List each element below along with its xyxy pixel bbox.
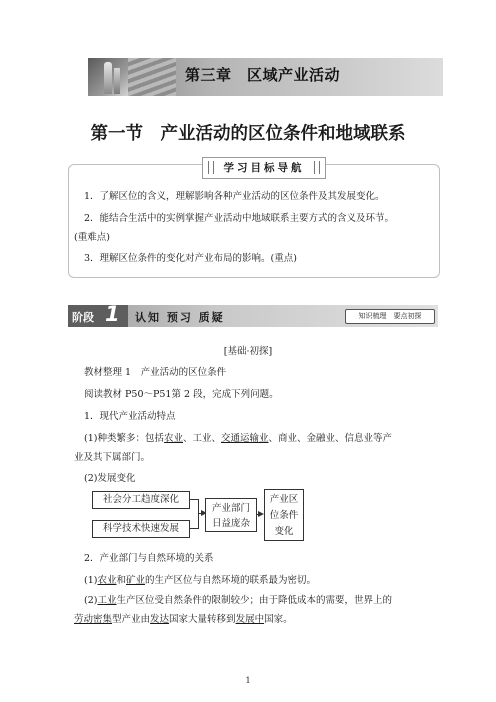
answer-agriculture-2: 农业 (97, 575, 117, 586)
location-line-2: 位条件 (269, 510, 299, 521)
location-line-1: 产业区 (269, 494, 299, 505)
p3-and: 和 (116, 575, 126, 586)
diagram-box-sectors (205, 498, 257, 532)
chapter-title: 第三章 区域产业活动 (185, 66, 341, 84)
arrow-line-top (190, 499, 198, 500)
heading-2: 2．产业部门与自然环境的关系 (84, 553, 214, 564)
paragraph-1 (84, 432, 392, 446)
p1-prefix: (1)种类繁多：包括 (84, 433, 164, 444)
page-number: 1 (245, 676, 251, 685)
answer-developing: 发展中 (235, 614, 265, 625)
paragraph-4-line2 (74, 613, 293, 627)
p4-mid2: 国家大量转移到 (169, 614, 236, 625)
paragraph-4 (84, 594, 392, 608)
stage-tag: 知识梳理 要点初探 (345, 309, 435, 324)
section-title: 第一节 产业活动的区位条件和地域联系 (90, 124, 406, 144)
p3-prefix: (1) (84, 575, 98, 586)
paragraph-1-line2: 业及其下属部门。 (74, 452, 151, 463)
stage-title: 认知 预习 质疑 (135, 311, 225, 324)
objective-item-2: 2．能结合生活中的实例掌握产业活动中地域联系主要方式的含义及环节。 (84, 213, 395, 224)
objective-item-2-note: (重难点) (74, 232, 110, 243)
arrow-connector (198, 499, 199, 529)
p3-rest: 的生产区位与自然环境的联系最为密切。 (145, 575, 317, 586)
reading-instruction: 阅读教材 P50～P51第 2 段，完成下列问题。 (84, 389, 279, 400)
p4-prefix: (2) (84, 595, 98, 606)
diagram-box-division: 社会分工趋度深化 (92, 491, 190, 509)
objective-item-1: 1．了解区位的含义，理解影响各种产业活动的区位条件及其发展变化。 (84, 191, 385, 202)
diagram-box-location (264, 489, 304, 541)
stage-label: 阶段 (72, 311, 94, 324)
paragraph-2: (2)发展变化 (84, 473, 136, 484)
sectors-line-1: 产业部门 (211, 503, 250, 514)
heading-1: 1．现代产业活动特点 (84, 411, 176, 422)
category-label: [基础·初探] (223, 346, 273, 357)
answer-developed: 发达 (150, 614, 170, 625)
answer-labor-intensive: 劳动密集 (74, 614, 113, 625)
p1-rest: 、商业、金融业、信息业等产 (268, 433, 393, 444)
location-line-3: 变化 (274, 526, 294, 537)
sectors-line-2: 日益庞杂 (211, 518, 250, 529)
answer-industry: 工业 (97, 595, 117, 606)
diagram-box-technology: 科学技术快速发展 (92, 520, 190, 538)
stage-number: 1 (105, 302, 120, 326)
objective-item-3: 3．理解区位条件的变化对产业布局的影响。(重点) (84, 253, 297, 264)
tower-shape-2 (114, 68, 120, 94)
paragraph-3 (84, 574, 316, 588)
p1-mid: 、工业、 (182, 433, 221, 444)
banner-photo (88, 58, 176, 96)
answer-transport: 交通运输业 (221, 433, 269, 444)
p4-mid: 型产业由 (112, 614, 151, 625)
answer-agriculture: 农业 (163, 433, 183, 444)
arrow-line-bottom (190, 528, 198, 529)
p4-rest: 生产区位受自然条件的限制较少；由于降低成本的需要，世界上的 (116, 595, 392, 606)
objectives-header: 学习目标导航 (202, 157, 326, 179)
tower-shape (104, 62, 112, 94)
field-texture (128, 58, 176, 96)
answer-mining: 矿业 (126, 575, 146, 586)
material-heading: 教材整理 1 产业活动的区位条件 (84, 367, 227, 378)
p4-end: 国家。 (264, 614, 293, 625)
